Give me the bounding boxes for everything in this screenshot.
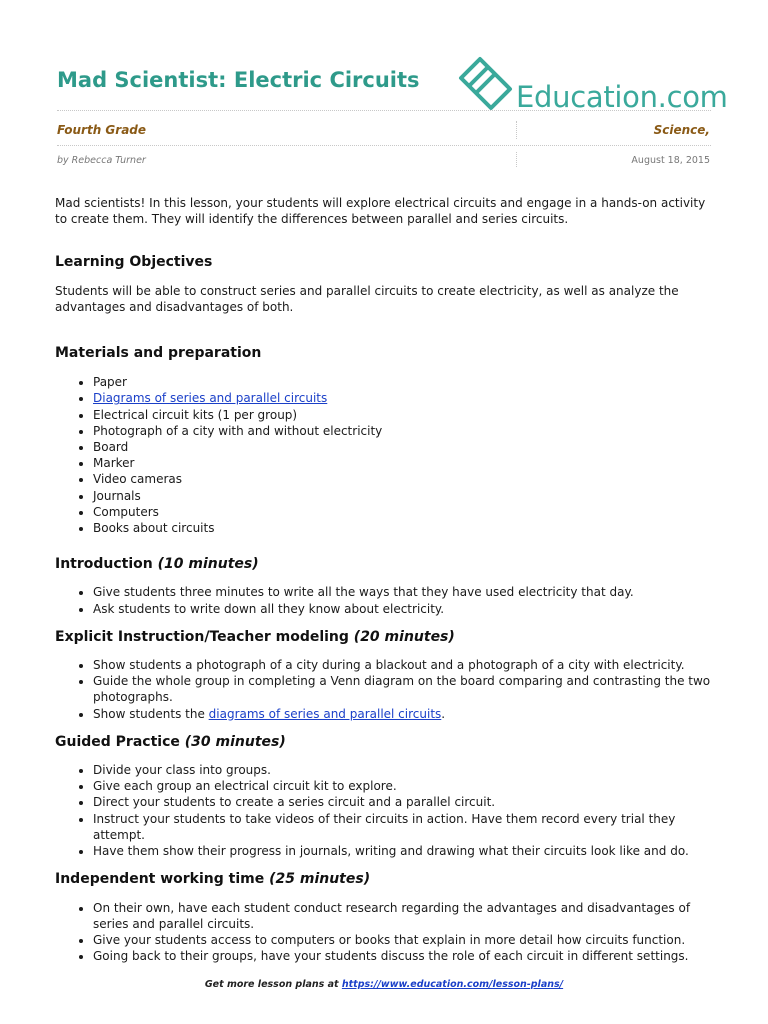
date-label: August 18, 2015: [631, 155, 710, 166]
page-title: Mad Scientist: Electric Circuits: [57, 68, 420, 92]
author-label: by Rebecca Turner: [57, 155, 146, 166]
introduction-heading-text: Introduction: [55, 556, 153, 573]
list-item: • Electrical circuit kits (1 per group): [93, 407, 720, 423]
list-item: • Direct your students to create a series circuit and a parallel circuit.: [93, 794, 720, 810]
independent-list: [55, 900, 720, 965]
list-item: • Instruct your students to take videos of their circuits in action. Have them record every trial they attempt.: [93, 811, 720, 843]
list-item: • Going back to their groups, have your students discuss the role of each circuit in different settings.: [93, 948, 720, 964]
list-item: • Paper: [93, 374, 720, 390]
explicit-time: (20 minutes): [353, 628, 455, 645]
diagrams-link[interactable]: diagrams of series and parallel circuits: [208, 706, 442, 721]
introduction-time: (10 minutes): [157, 556, 259, 573]
footer: [0, 979, 768, 990]
objectives-text: Students will be able to construct series and parallel circuits to create electricity, as well as analyze the advantages and disadvantages of both.: [55, 283, 679, 314]
logo-text: Education.com: [516, 80, 728, 114]
objectives-heading: Learning Objectives: [55, 254, 213, 271]
header-vdivider: [516, 121, 517, 139]
list-item: • Computers: [93, 504, 720, 520]
list-item: • Ask students to write down all they know about electricity.: [93, 601, 720, 617]
guided-heading-text: Guided Practice: [55, 733, 180, 750]
introduction-heading: [55, 556, 720, 572]
list-item-punct: .: [441, 706, 446, 721]
materials-heading: Materials and preparation: [55, 345, 262, 362]
footer-text: Get more lesson plans at: [204, 979, 342, 990]
independent-heading-text: Independent working time: [55, 871, 265, 888]
list-item: • Divide your class into groups.: [93, 762, 720, 778]
list-item: • Guide the whole group in completing a Venn diagram on the board comparing and contrasting the two photographs.: [93, 673, 720, 705]
list-item: • Give students three minutes to write all the ways that they have used electricity that day.: [93, 584, 720, 600]
explicit-list: [55, 657, 720, 722]
explicit-heading: [55, 629, 720, 645]
lesson-plans-link[interactable]: https://www.education.com/lesson-plans/: [341, 979, 564, 990]
guided-list: [55, 762, 720, 859]
guided-heading: [55, 734, 720, 750]
independent-heading: [55, 871, 720, 887]
list-item: • Books about circuits: [93, 520, 720, 536]
list-item: • On their own, have each student conduct research regarding the advantages and disadvantages of series and parallel circuits.: [93, 900, 720, 932]
meta-divider: [57, 145, 711, 146]
materials-list: [55, 374, 720, 536]
grade-label: Fourth Grade: [57, 123, 147, 137]
list-item: • Journals: [93, 488, 720, 504]
header-divider: [57, 110, 711, 111]
list-item: • Video cameras: [93, 471, 720, 487]
list-item: • Photograph of a city with and without electricity: [93, 423, 720, 439]
list-item: • Have them show their progress in journals, writing and drawing what their circuits look like and do.: [93, 843, 720, 859]
independent-time: (25 minutes): [269, 871, 371, 888]
guided-time: (30 minutes): [184, 733, 286, 750]
introduction-list: [55, 584, 720, 616]
list-item: • Show students a photograph of a city during a blackout and a photograph of a city with electricity.: [93, 657, 720, 673]
diagrams-link[interactable]: Diagrams of series and parallel circuits: [93, 391, 328, 406]
list-item: • Marker: [93, 455, 720, 471]
list-item: • Board: [93, 439, 720, 455]
subject-label: Science,: [653, 123, 710, 137]
list-item: [93, 390, 720, 406]
list-item-text: Show students the: [93, 706, 209, 721]
education-logo[interactable]: [456, 56, 728, 116]
intro-paragraph: Mad scientists! In this lesson, your students will explore electrical circuits and engage in a hands-on activity to create them. They will identify the differences between parallel and series circuits.: [55, 196, 706, 227]
meta-vdivider: [516, 152, 517, 167]
list-item: • Give your students access to computers or books that explain in more detail how circuits function.: [93, 932, 720, 948]
explicit-heading-text: Explicit Instruction/Teacher modeling: [55, 628, 349, 645]
pencil-eraser-icon: [456, 56, 514, 112]
list-item: • Give each group an electrical circuit kit to explore.: [93, 778, 720, 794]
list-item: [93, 706, 720, 722]
lesson-content: [55, 195, 720, 964]
